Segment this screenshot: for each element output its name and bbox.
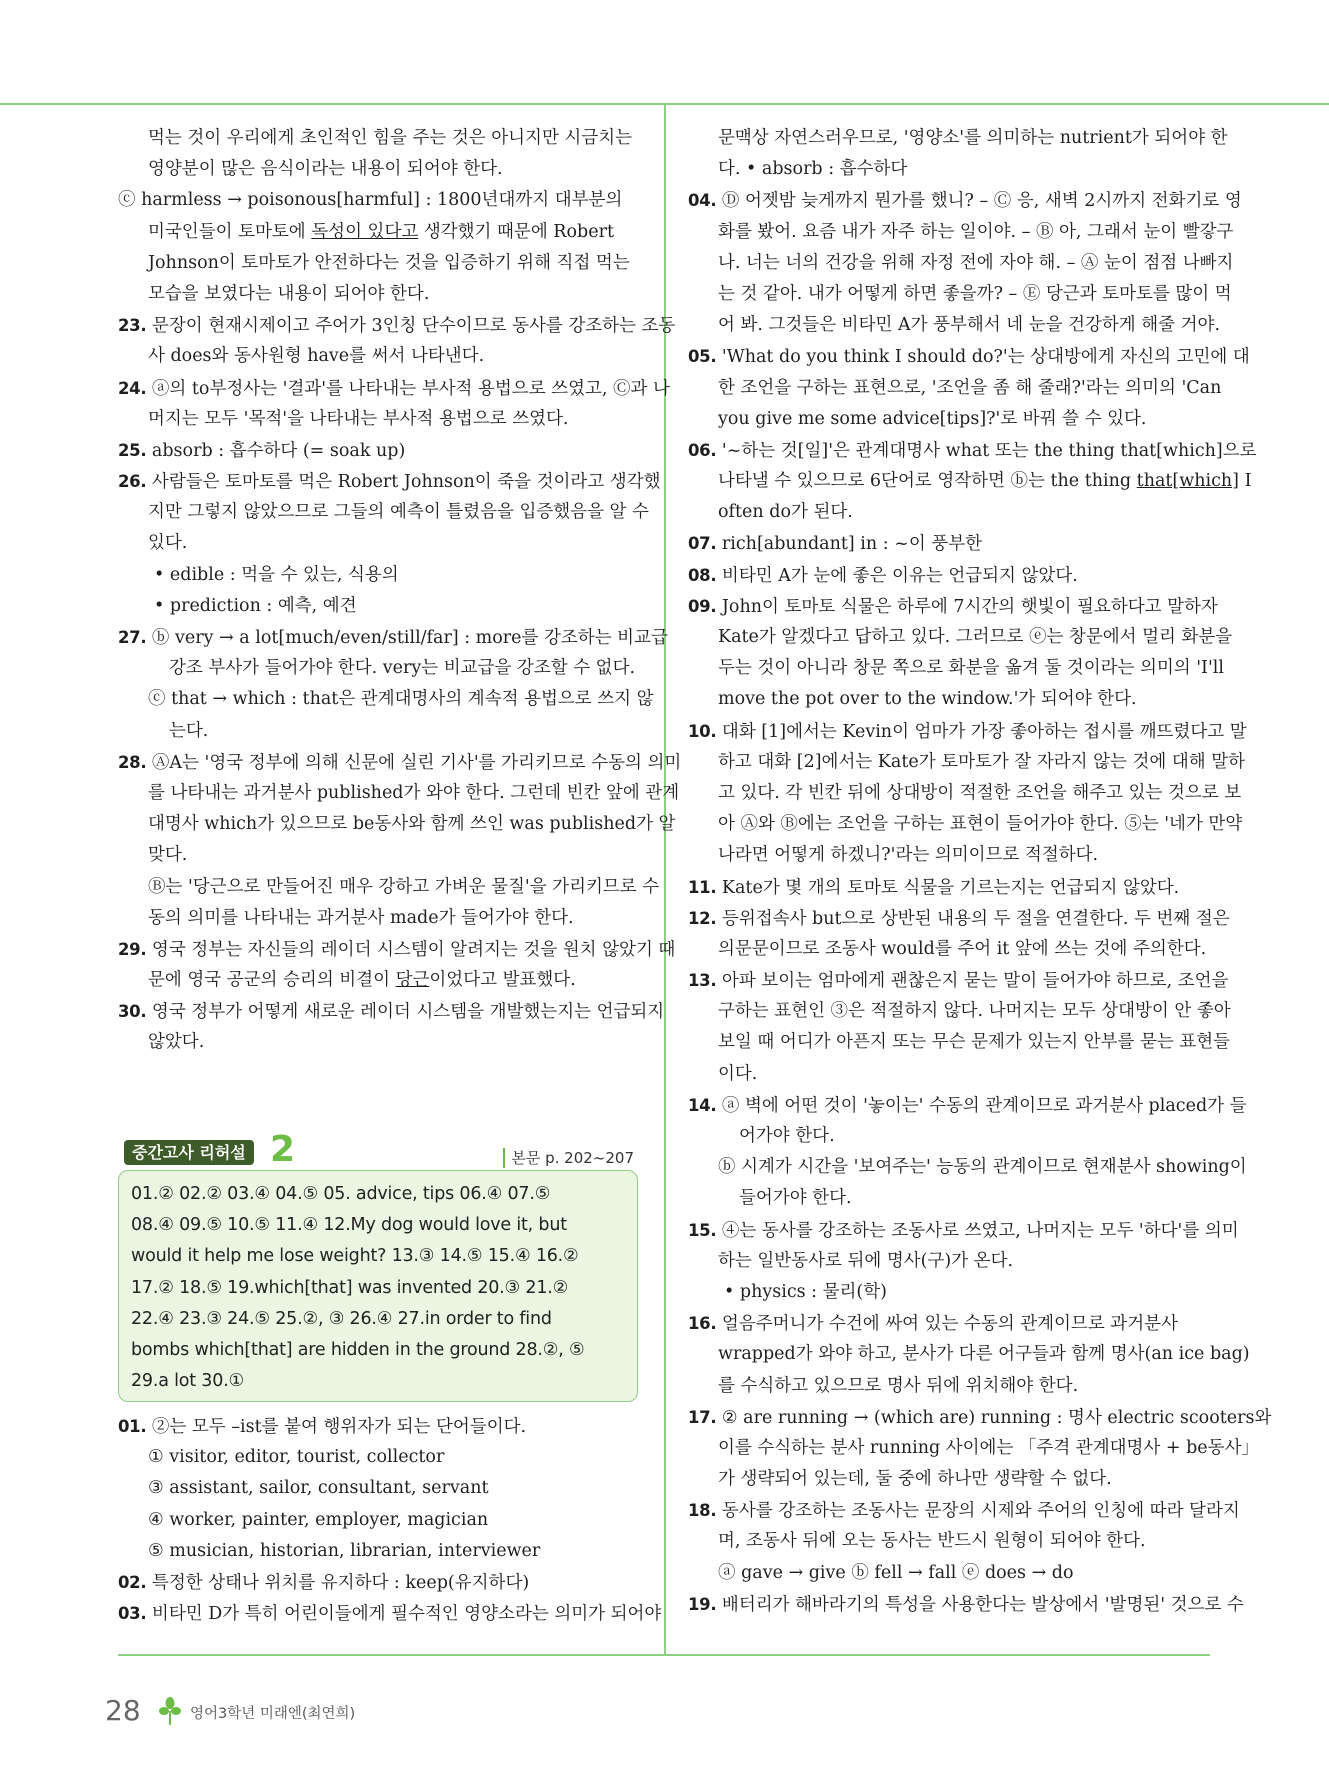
line-text: 하고 대화 [2]에서는 Kate가 토마토가 잘 자라지 않는 것에 대해 말하	[718, 751, 1246, 772]
line-text: 고 있다. 각 빈칸 뒤에 상대방이 적절한 조언을 해주고 있는 것으로 보	[718, 782, 1242, 803]
line-text: 등위접속사 but으로 상반된 내용의 두 절을 연결한다. 두 번째 절은	[721, 908, 1230, 929]
underlined-text: 당근	[395, 970, 430, 991]
answer-line: bombs which[that] are hidden in the ground 28.②, ⑤	[131, 1339, 585, 1360]
text-line	[118, 1505, 640, 1536]
line-text: 이를 수식하는 분사 running 사이에는 「주격 관계대명사 + be동사」	[718, 1437, 1259, 1458]
line-text: '~하는 것[일]'은 관계대명사 what 또는 the thing that[which]으로	[721, 440, 1257, 461]
text-line	[688, 1215, 1239, 1246]
right-column	[688, 123, 1272, 1620]
line-text: ⒶA는 '영국 정부에 의해 신문에 실린 기사'를 가리키므로 수동의 의미	[151, 752, 682, 773]
left-column	[118, 123, 682, 1059]
line-text: 대화 [1]에서는 Kevin이 엄마가 가장 좋아하는 접시를 깨뜨렸다고 말	[721, 721, 1247, 742]
text-line	[688, 1183, 1210, 1214]
line-text: 대명사 which가 있으므로 be동사와 함께 쓰인 was published가 알	[148, 814, 676, 835]
footer-title: 영어3학년 미래엔(최연희)	[190, 1706, 356, 1722]
text-line	[688, 1308, 1210, 1339]
line-text: ②는 모두 –ist를 붙여 행위자가 되는 단어들이다.	[151, 1417, 527, 1437]
line-text: 특정한 상태나 위치를 유지하다 : keep(유지하다)	[151, 1572, 530, 1593]
item-number: 29.	[118, 939, 147, 959]
text-line	[118, 840, 640, 871]
text-line	[118, 1598, 662, 1629]
item-number: 15.	[688, 1220, 717, 1240]
line-text: 문장이 현재시제이고 주어가 3인칭 단수이므로 동사를 강조하는 조동	[151, 316, 676, 337]
line-text: Johnson이 토마토가 안전하다는 것을 입증하기 위해 직접 먹는	[148, 252, 630, 273]
line-text: 영양분이 많은 음식이라는 내용이 되어야 한다.	[148, 159, 503, 180]
line-text: 며, 조동사 뒤에 오는 동사는 반드시 원형이 되어야 한다.	[718, 1531, 1146, 1552]
answer-key-box	[118, 1170, 638, 1402]
line-text: wrapped가 와야 하고, 분사가 다른 어구들과 함께 명사(an ice bag)	[718, 1344, 1250, 1365]
line-text: 이다.	[718, 1063, 758, 1084]
line-text: 사 does와 동사원형 have를 써서 나타낸다.	[148, 346, 485, 367]
line-text: 보일 때 어디가 아픈지 또는 무슨 문제가 있는지 안부를 묻는 표현들	[718, 1032, 1231, 1053]
line-text: ① visitor, editor, tourist, collector	[148, 1447, 445, 1468]
line-text: often do가 된다.	[718, 502, 853, 523]
item-number: 03.	[118, 1604, 147, 1624]
text-line	[118, 528, 640, 559]
text-line	[688, 872, 1210, 903]
text-line	[118, 154, 640, 185]
line-text: 나. 너는 너의 건강을 위해 자정 전에 자야 해. – Ⓐ 눈이 점점 나빠지	[718, 252, 1234, 273]
text-line	[688, 903, 1230, 934]
item-number: 28.	[118, 752, 147, 772]
item-number: 23.	[118, 316, 147, 336]
answer-line: 17.② 18.⑤ 19.which[that] was invented 20.③ 21.②	[131, 1277, 569, 1298]
text-line	[118, 560, 640, 591]
text-line	[688, 1059, 1210, 1090]
line-text: 문에 영국 공군의 승리의 비결이	[148, 970, 396, 991]
item-number: 02.	[118, 1572, 147, 1592]
line-text: you give me some advice[tips]?'로 바꿔 쓸 수 있다.	[718, 408, 1147, 429]
text-line	[688, 996, 1231, 1027]
text-line	[118, 653, 640, 684]
text-line	[118, 435, 640, 466]
text-line	[688, 1558, 1210, 1589]
answer-header	[118, 1129, 640, 1172]
line-text: 영국 정부가 어떻게 새로운 레이더 시스템을 개발했는지는 언급되지	[151, 1002, 665, 1023]
text-line	[118, 1442, 640, 1473]
line-text: 않았다.	[148, 1032, 205, 1053]
text-line	[688, 1277, 1210, 1308]
line-text: ⓐ의 to부정사는 '결과'를 나타내는 부사적 용법으로 쓰였고, Ⓒ과 나	[151, 378, 670, 399]
line-text: 나타낼 수 있으므로 6단어로 영작하면 ⓑ는 the thing	[718, 471, 1137, 492]
text-line	[118, 747, 682, 778]
line-text: ⓒ that → which : that은 관계대명사의 계속적 용법으로 쓰지 않	[148, 689, 654, 710]
item-number: 04.	[688, 191, 717, 211]
text-line	[688, 1526, 1210, 1557]
text-line	[118, 716, 640, 747]
line-text: 는 것 같아. 내가 어떻게 하면 좋을까? – Ⓔ 당근과 토마토를 많이 먹	[718, 283, 1232, 304]
text-line	[118, 373, 670, 404]
line-text: ⓑ 시계가 시간을 '보여주는' 능동의 관계이므로 현재분사 showing이	[718, 1157, 1247, 1178]
item-number: 14.	[688, 1095, 717, 1115]
text-line	[688, 248, 1234, 279]
item-number: 05.	[688, 347, 717, 367]
line-text: 미국인들이 토마토에	[148, 221, 312, 242]
line-text: 아파 보이는 엄마에게 괜찮은지 묻는 말이 들어가야 하므로, 조언을	[721, 971, 1229, 992]
line-text: 얼음주머니가 수건에 싸여 있는 수동의 관계이므로 과거분사	[721, 1314, 1178, 1335]
line-text: 화를 봤어. 요즘 내가 자주 하는 일이야. – Ⓑ 아, 그래서 눈이 빨갛구	[718, 221, 1234, 242]
text-line	[118, 1536, 640, 1567]
text-line	[688, 497, 1210, 528]
text-line	[688, 622, 1233, 653]
text-line	[118, 965, 640, 996]
line-text: 아 Ⓐ와 Ⓑ에는 조언을 구하는 표현이 들어가야 한다. ⑤는 '네가 만약	[718, 814, 1243, 835]
line-text: John이 토마토 식물은 하루에 7시간의 햇빛이 필요하다고 말하자	[721, 596, 1218, 617]
item-number: 10.	[688, 721, 717, 741]
section-tag: 중간고사 리허설	[124, 1140, 254, 1165]
text-line	[688, 965, 1229, 996]
item-number: 18.	[688, 1501, 717, 1521]
item-number: 07.	[688, 534, 717, 554]
line-text: ⓐ 벽에 어떤 것이 '놓이는' 수동의 관계이므로 과거분사 placed가 들	[721, 1095, 1247, 1116]
text-line	[688, 1027, 1231, 1058]
line-text: ③ assistant, sailor, consultant, servant	[148, 1478, 489, 1499]
text-line	[118, 1473, 640, 1504]
text-line	[118, 310, 676, 341]
text-line	[688, 466, 1252, 497]
line-text: 어가야 한다.	[739, 1126, 835, 1146]
line-text: 영국 정부는 자신들의 레이더 시스템이 알려지는 것을 원치 않았기 때	[151, 939, 676, 960]
line-text: Kate가 알겠다고 답하고 있다. 그러므로 ⓔ는 창문에서 멀리 화분을	[718, 627, 1233, 647]
line-text: Ⓑ는 '당근으로 만들어진 매우 강하고 가벼운 물질'을 가리키므로 수	[148, 876, 660, 897]
text-line	[688, 1464, 1210, 1495]
item-number: 27.	[118, 628, 147, 647]
answer-line: 01.② 02.② 03.④ 04.⑤ 05. advice, tips 06.④ 07.⑤	[131, 1184, 551, 1204]
line-text: 비타민 A가 눈에 좋은 이유는 언급되지 않았다.	[721, 565, 1078, 586]
text-line	[118, 809, 676, 840]
line-text: 문맥상 자연스러우므로, '영양소'를 의미하는 nutrient가 되어야 한	[718, 128, 1228, 148]
text-line	[118, 996, 665, 1027]
line-text: 먹는 것이 우리에게 초인적인 힘을 주는 것은 아니지만 시금치는	[148, 128, 633, 148]
item-number: 16.	[688, 1314, 717, 1334]
line-text: 를 나타내는 과거분사 published가 와야 한다. 그런데 빈칸 앞에 관계	[148, 782, 680, 803]
text-line	[688, 1371, 1210, 1402]
line-text: rich[abundant] in : ~이 풍부한	[721, 534, 983, 555]
line-text: 의문문이므로 조동사 would를 주어 it 앞에 쓰는 것에 주의한다.	[718, 938, 1207, 959]
line-text: ⓒ harmless → poisonous[harmful] : 1800년대까지 대부분의	[118, 190, 623, 211]
line-text: 는다.	[169, 720, 209, 741]
item-number: 30.	[118, 1002, 147, 1022]
text-line	[118, 591, 640, 622]
answer-line: 22.④ 23.③ 24.⑤ 25.②, ③ 26.④ 27.in order to find	[131, 1308, 552, 1329]
line-text: 나라면 어떻게 하겠니?'라는 의미이므로 적절하다.	[718, 845, 1099, 866]
text-line	[688, 1495, 1240, 1526]
column-divider	[664, 104, 666, 1656]
text-line	[118, 622, 668, 653]
item-number: 06.	[688, 440, 717, 460]
line-text: I	[1239, 471, 1252, 492]
line-text: 있다.	[148, 533, 188, 554]
item-number: 26.	[118, 472, 147, 492]
text-line	[118, 934, 676, 965]
line-text: move the pot over to the window.'가 되어야 한다.	[718, 689, 1137, 710]
text-line	[688, 809, 1243, 840]
line-text: 어 봐. 그것들은 비타민 A가 풍부해서 네 눈을 건강하게 해줄 거야.	[718, 315, 1221, 336]
item-number: 12.	[688, 908, 717, 928]
item-number: 25.	[118, 440, 147, 460]
text-line	[688, 934, 1210, 965]
item-number: 17.	[688, 1407, 717, 1427]
text-line	[688, 435, 1257, 466]
text-line	[118, 497, 649, 528]
text-line	[688, 154, 1210, 185]
text-line	[118, 248, 640, 279]
text-line	[688, 778, 1242, 809]
line-text: 이었다고 발표했다.	[429, 970, 576, 991]
line-text: 비타민 D가 특히 어린이들에게 필수적인 영양소라는 의미가 되어야	[151, 1604, 662, 1625]
text-line	[118, 279, 640, 310]
text-line	[118, 1027, 640, 1058]
line-text: 모습을 보였다는 내용이 되어야 한다.	[148, 283, 430, 304]
line-text: ⑤ musician, historian, librarian, interviewer	[148, 1540, 541, 1561]
line-text: 'What do you think I should do?'는 상대방에게 자신의 고민에 대	[721, 347, 1250, 368]
page-number: 28	[105, 1694, 141, 1727]
underlined-text: 독성이 있다고	[311, 221, 419, 242]
line-text: 사람들은 토마토를 먹은 Robert Johnson이 죽을 것이라고 생각했	[151, 472, 661, 493]
text-line	[688, 123, 1228, 154]
line-text: ⓐ gave → give ⓑ fell → fall ⓔ does → do	[718, 1562, 1074, 1583]
text-line	[118, 466, 661, 497]
left-column-bottom	[118, 1411, 662, 1629]
line-text: • prediction : 예측, 예견	[154, 595, 357, 616]
item-number: 13.	[688, 971, 717, 991]
item-number: 24.	[118, 378, 147, 398]
leaf-icon	[158, 1696, 182, 1726]
item-number: 11.	[688, 877, 717, 897]
text-line	[118, 684, 654, 715]
line-text: 들어가야 한다.	[739, 1188, 852, 1209]
line-text: 다. • absorb : 흡수하다	[718, 159, 908, 180]
line-text: Ⓓ 어젯밤 늦게까지 뭔가를 했니? – Ⓒ 응, 새벽 2시까지 전화기로 영	[721, 191, 1242, 212]
text-line	[688, 840, 1210, 871]
text-line	[688, 217, 1234, 248]
line-text: ⓑ very → a lot[much/even/still/far] : more를 강조하는 비교급	[151, 628, 668, 648]
line-text: 강조 부사가 들어가야 한다. very는 비교급을 강조할 수 없다.	[169, 658, 636, 679]
text-line	[688, 1589, 1244, 1620]
text-line	[118, 903, 640, 934]
answer-line: would it help me lose weight? 13.③ 14.⑤ 15.④ 16.②	[131, 1246, 579, 1267]
text-line	[688, 747, 1246, 778]
text-line	[688, 310, 1221, 341]
item-number: 01.	[118, 1417, 147, 1436]
item-number: 08.	[688, 565, 717, 585]
line-text: ④ worker, painter, employer, magician	[148, 1509, 489, 1530]
text-line	[688, 716, 1247, 747]
line-text: absorb : 흡수하다 (= soak up)	[151, 440, 406, 461]
text-line	[688, 1433, 1259, 1464]
text-line	[688, 1246, 1210, 1277]
line-text: 동의 의미를 나타내는 과거분사 made가 들어가야 한다.	[148, 907, 574, 928]
section-number: 2	[270, 1129, 296, 1170]
text-line	[118, 1567, 640, 1598]
text-line	[688, 1402, 1272, 1433]
text-line	[688, 1339, 1250, 1370]
text-line	[688, 279, 1232, 310]
text-line	[688, 684, 1210, 715]
text-line	[688, 653, 1224, 684]
line-text: 지만 그렇지 않았으므로 그들의 예측이 틀렸음을 입증했음을 알 수	[148, 502, 649, 523]
text-line	[118, 404, 640, 435]
line-text: 배터리가 해바라기의 특성을 사용한다는 발상에서 '발명된' 것으로 수	[721, 1594, 1244, 1615]
text-line	[688, 528, 1210, 559]
line-text: 가 생략되어 있는데, 둘 중에 하나만 생략할 수 없다.	[718, 1469, 1112, 1490]
text-line	[118, 123, 640, 154]
text-line	[118, 217, 640, 248]
line-text: 하는 일반동사로 뒤에 명사(구)가 온다.	[718, 1250, 1014, 1271]
page-reference: 본문 p. 202~207	[503, 1148, 634, 1168]
underlined-text: that[which]	[1136, 471, 1239, 492]
text-line	[688, 1090, 1247, 1121]
text-line	[688, 373, 1222, 404]
text-line	[688, 591, 1218, 622]
line-text: 생각했기 때문에 Robert	[418, 221, 614, 242]
line-text: • physics : 물리(학)	[724, 1281, 887, 1302]
text-line	[118, 778, 680, 809]
line-text: 를 수식하고 있으므로 명사 뒤에 위치해야 한다.	[718, 1375, 1079, 1396]
line-text: Kate가 몇 개의 토마토 식물을 기르는지는 언급되지 않았다.	[721, 877, 1180, 898]
bottom-rule	[118, 1654, 1210, 1656]
line-text: • edible : 먹을 수 있는, 식용의	[154, 564, 399, 585]
text-line	[118, 872, 660, 903]
line-text: ② are running → (which are) running : 명사 electric scooters와	[721, 1407, 1272, 1428]
item-number: 19.	[688, 1594, 717, 1614]
text-line	[118, 341, 640, 372]
answer-line: 08.④ 09.⑤ 10.⑤ 11.④ 12.My dog would love it, but	[131, 1215, 567, 1236]
text-line	[688, 1121, 1210, 1152]
line-text: 구하는 표현인 ③은 적절하지 않다. 나머지는 모두 상대방이 안 좋아	[718, 1001, 1231, 1022]
line-text: 한 조언을 구하는 표현으로, '조언을 좀 해 줄래?'라는 의미의 'Can	[718, 377, 1222, 398]
item-number: 09.	[688, 596, 717, 616]
line-text: ④는 동사를 강조하는 조동사로 쓰였고, 나머지는 모두 '하다'를 의미	[721, 1220, 1239, 1241]
text-line	[118, 185, 640, 216]
text-line	[688, 560, 1210, 591]
text-line	[688, 185, 1242, 216]
text-line	[688, 404, 1210, 435]
text-line	[688, 341, 1250, 372]
text-line	[118, 1411, 640, 1442]
line-text: 두는 것이 아니라 창문 쪽으로 화분을 옮겨 둘 것이라는 의미의 'I'll	[718, 658, 1224, 679]
line-text: 머지는 모두 '목적'을 나타내는 부사적 용법으로 쓰였다.	[148, 408, 569, 429]
line-text: 맞다.	[148, 845, 188, 866]
answer-line: 29.a lot 30.①	[131, 1371, 245, 1392]
line-text: 동사를 강조하는 조동사는 문장의 시제와 주어의 인칭에 따라 달라지	[721, 1501, 1240, 1522]
text-line	[688, 1152, 1247, 1183]
